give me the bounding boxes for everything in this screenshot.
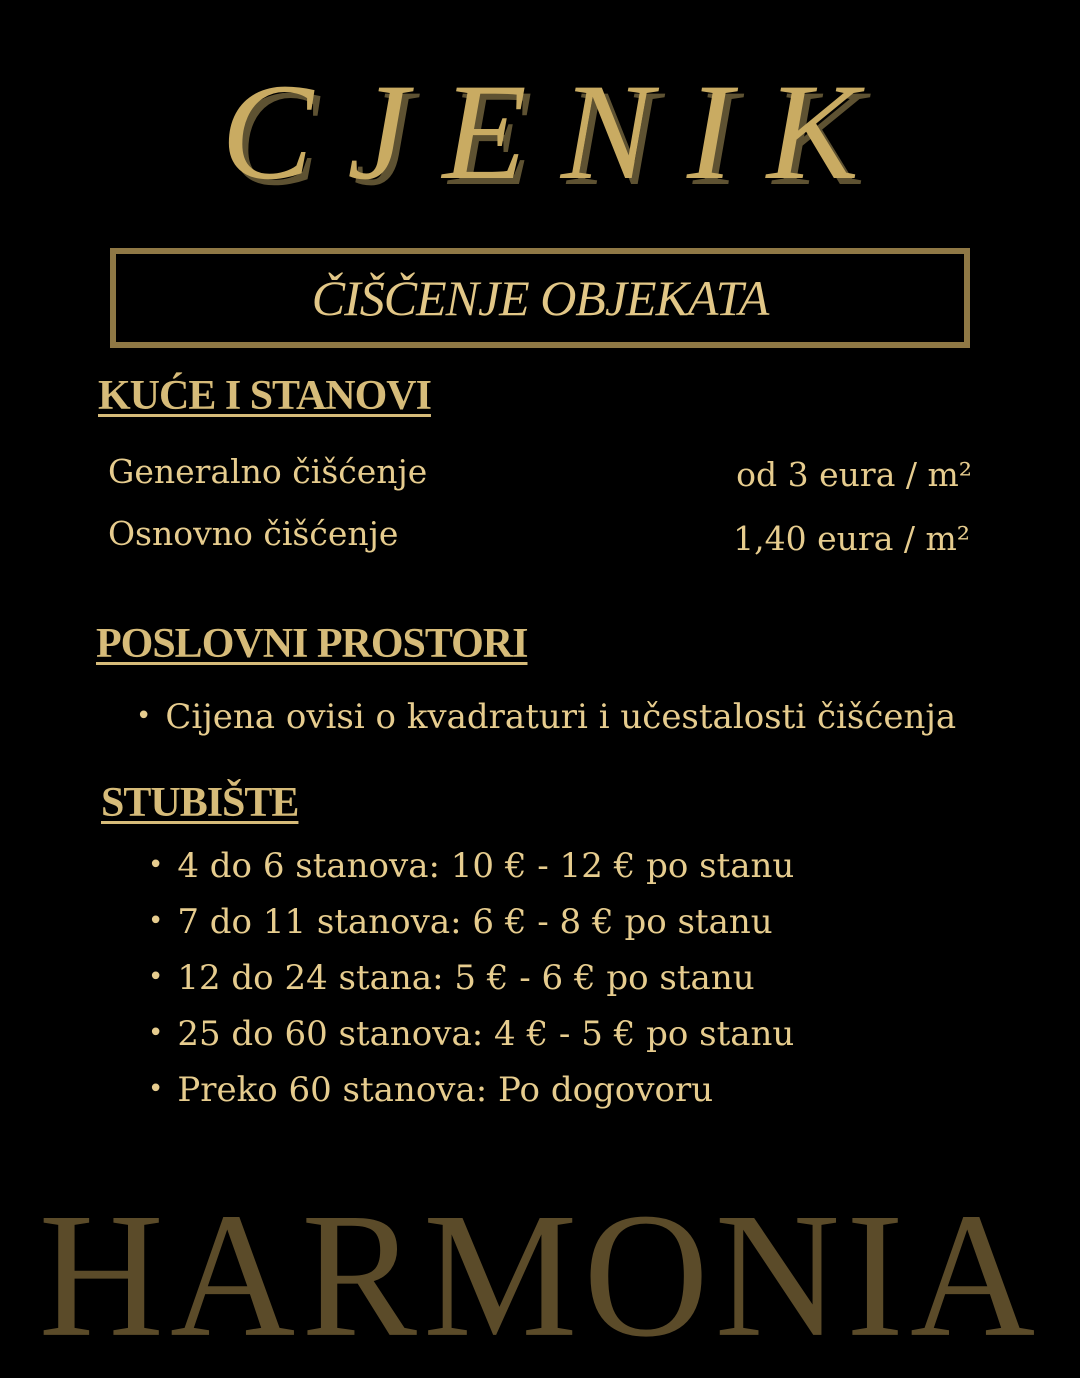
- price-label: Osnovno čišćenje: [108, 514, 399, 553]
- list-item: • 25 do 60 stanova: 4 € - 5 € po stanu: [148, 1014, 794, 1054]
- price-value: 1,40 eura / m²: [733, 519, 970, 558]
- subtitle: ČIŠČENJE OBJEKATA: [311, 270, 769, 326]
- price-label: Generalno čišćenje: [108, 452, 428, 491]
- list-item: • 4 do 6 stanova: 10 € - 12 € po stanu: [148, 846, 794, 886]
- list-item: • 12 do 24 stana: 5 € - 6 € po stanu: [148, 958, 755, 998]
- price-value: od 3 eura / m²: [736, 455, 972, 494]
- list-item: • Preko 60 stanova: Po dogovoru: [148, 1070, 713, 1110]
- section-heading-business: POSLOVNI PROSTORI: [96, 621, 528, 667]
- section-heading-houses: KUĆE I STANOVI: [98, 373, 431, 419]
- list-item: • Cijena ovisi o kvadraturi i učestalosti čišćenja: [136, 697, 956, 737]
- brand-logo: HARMONIA: [38, 1176, 1042, 1374]
- subtitle-box: [110, 248, 970, 348]
- list-item: • 7 do 11 stanova: 6 € - 8 € po stanu: [148, 902, 773, 942]
- section-heading-stairs: STUBIŠTE: [101, 780, 299, 826]
- page-title: CJENIK: [221, 55, 893, 208]
